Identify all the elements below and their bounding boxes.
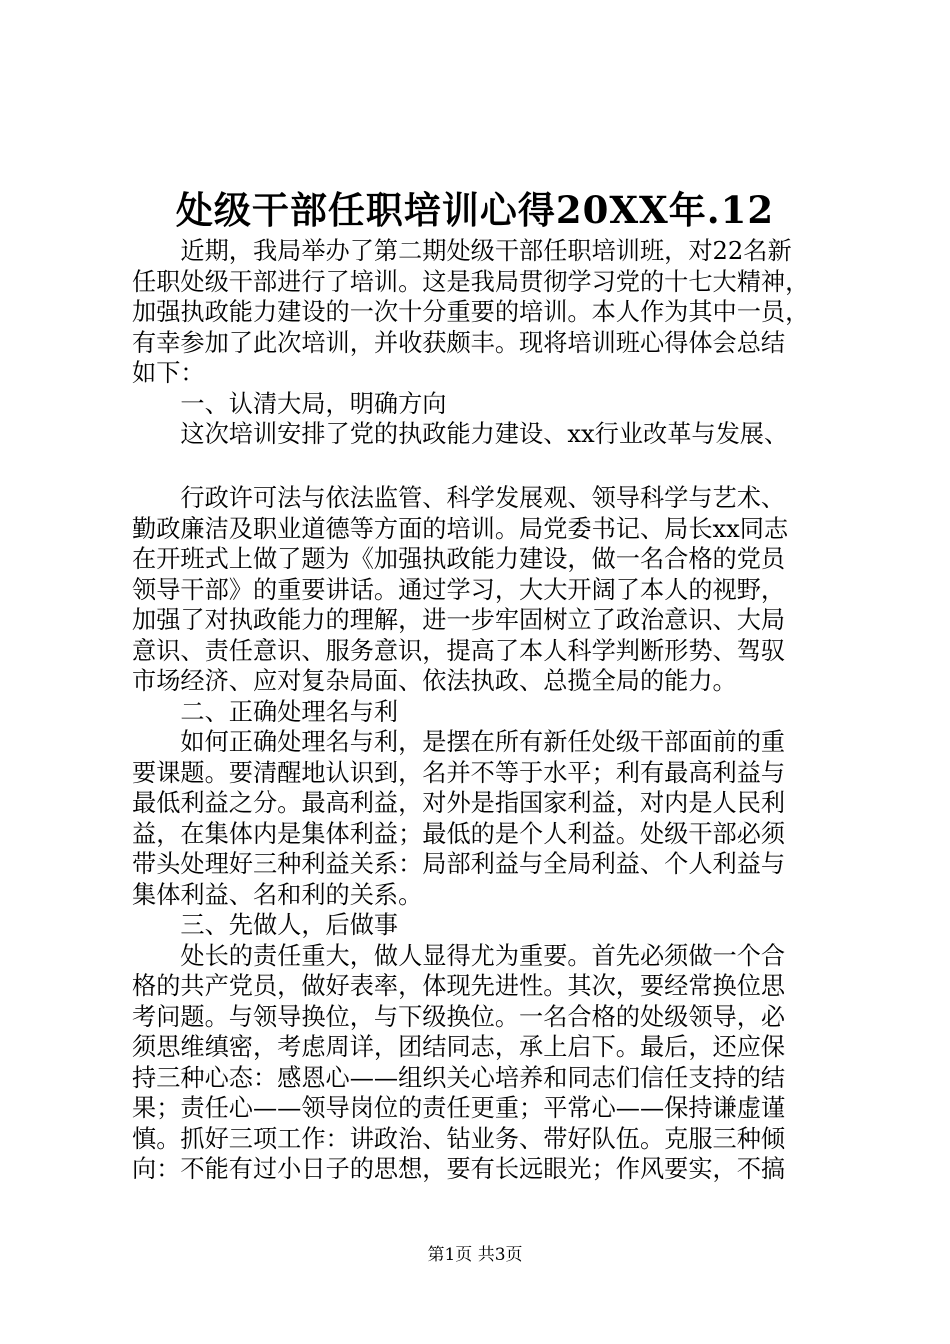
- body-text-part2: [132, 483, 832, 1185]
- section-heading-2: 二、正确处理名与利: [132, 697, 399, 726]
- text-line: 向：不能有过小日子的思想，要有长远眼光；作风要实，不搞: [132, 1155, 786, 1183]
- body-text-part1: [132, 236, 832, 450]
- text-line: 处长的责任重大，做人显得尤为重要。首先必须做一个合: [132, 941, 786, 970]
- text-line: 要课题。要清醒地认识到，名并不等于水平；利有最高利益与: [132, 758, 786, 787]
- text-line: 意识、责任意识、服务意识，提高了本人科学判断形势、驾驭: [132, 636, 786, 665]
- text-line: 有幸参加了此次培训，并收获颇丰。现将培训班心得体会总结: [132, 328, 786, 357]
- text-line: 近期，我局举办了第二期处级干部任职培训班，对22名新: [132, 237, 792, 265]
- text-line: 加强执政能力建设的一次十分重要的培训。本人作为其中一员，: [132, 298, 810, 326]
- text-line: 最低利益之分。最高利益，对外是指国家利益，对内是人民利: [132, 789, 786, 817]
- text-line: 须思维缜密，考虑周详，团结同志，承上启下。最后，还应保: [132, 1033, 786, 1061]
- text-line: 任职处级干部进行了培训。这是我局贯彻学习党的十七大精神，: [132, 267, 810, 296]
- page-number-footer: 第1页 共3页: [427, 1245, 523, 1265]
- text-line: 如何正确处理名与利，是摆在所有新任处级干部面前的重: [132, 728, 786, 756]
- text-line: 果；责任心——领导岗位的责任更重；平常心——保持谦虚谨: [132, 1094, 786, 1122]
- section-heading-3: 三、先做人，后做事: [132, 911, 399, 939]
- text-line: 考问题。与领导换位，与下级换位。一名合格的处级领导，必: [132, 1002, 786, 1031]
- text-line: 行政许可法与依法监管、科学发展观、领导科学与艺术、: [132, 484, 786, 512]
- text-line: 勤政廉洁及职业道德等方面的培训。局党委书记、局长xx同志: [132, 514, 789, 543]
- text-line: 市场经济、应对复杂局面、依法执政、总揽全局的能力。: [132, 667, 737, 695]
- text-line: 在开班式上做了题为《加强执政能力建设，做一名合格的党员: [132, 545, 786, 573]
- document-title: 处级干部任职培训心得20XX年.12: [175, 188, 775, 232]
- text-line: 这次培训安排了党的执政能力建设、xx行业改革与发展、: [132, 420, 789, 448]
- text-line: 持三种心态：感恩心——组织关心培养和同志们信任支持的结: [132, 1063, 786, 1092]
- text-line: 如下：: [132, 359, 205, 387]
- text-line: 带头处理好三种利益关系：局部利益与全局利益、个人利益与: [132, 850, 786, 878]
- text-line: 益，在集体内是集体利益；最低的是个人利益。处级干部必须: [132, 819, 786, 848]
- text-line: 加强了对执政能力的理解，进一步牢固树立了政治意识、大局: [132, 606, 786, 634]
- section-heading-1: 一、认清大局，明确方向: [132, 389, 447, 418]
- text-line: 领导干部》的重要讲话。通过学习，大大开阔了本人的视野，: [132, 575, 786, 604]
- text-line: 格的共产党员，做好表率，体现先进性。其次，要经常换位思: [132, 972, 786, 1000]
- text-line: 集体利益、名和利的关系。: [132, 880, 423, 909]
- text-line: 慎。抓好三项工作：讲政治、钻业务、带好队伍。克服三种倾: [132, 1124, 786, 1153]
